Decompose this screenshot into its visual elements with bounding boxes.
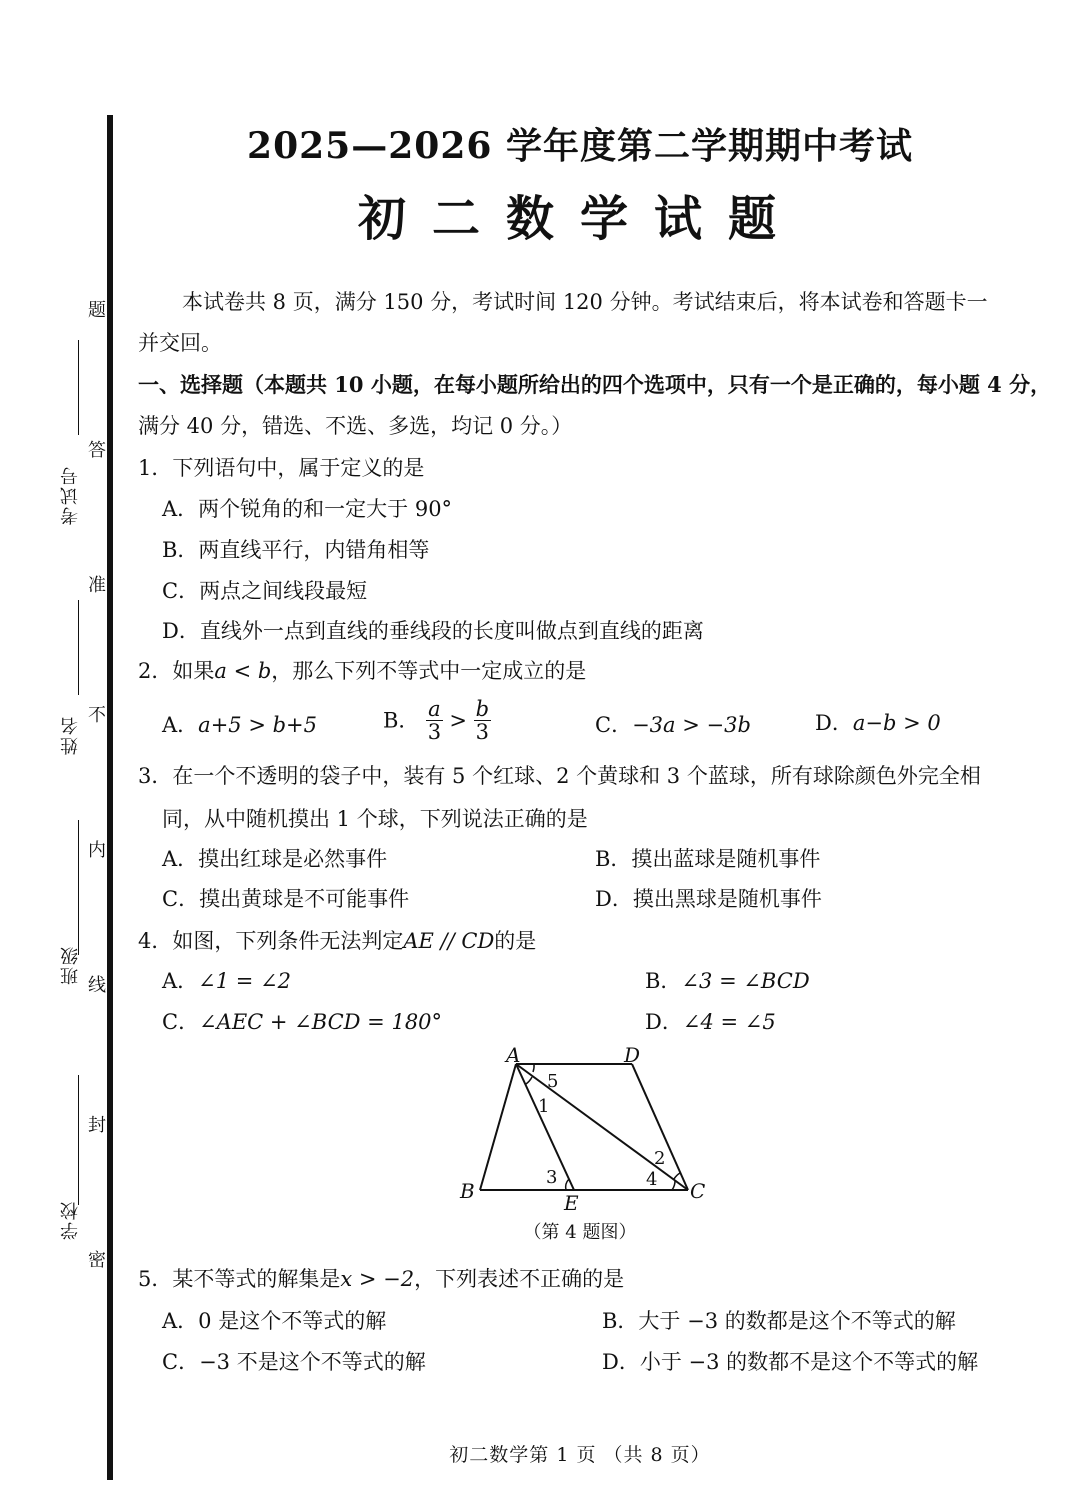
exam-title: 2025—2026 学年度第二学期期中考试 — [247, 125, 913, 167]
q5-stem — [138, 1264, 624, 1294]
q5-stem-math: x > −2 — [340, 1267, 415, 1291]
frac-numerator: a — [428, 697, 441, 721]
binding-char: 内 — [85, 840, 106, 860]
q2-b-label: B． — [383, 708, 420, 733]
q4-d-label: D． — [645, 1010, 683, 1034]
label-point-b: B — [460, 1179, 475, 1203]
q1-option-b: B．两直线平行，内错角相等 — [162, 538, 430, 562]
binding-char: 准 — [85, 575, 106, 595]
q1-option-d: D．直线外一点到直线的垂线段的长度叫做点到直线的距离 — [162, 619, 704, 643]
q2-option-b — [383, 698, 491, 743]
q2-b-frac-1 — [426, 698, 443, 743]
q4-figure-caption: （第 4 题图） — [523, 1222, 637, 1243]
angle-3-arc — [566, 1179, 569, 1190]
q4-option-c — [162, 1007, 442, 1037]
q5-stem-post: ，下列表述不正确的是 — [414, 1267, 625, 1291]
label-angle-3: 3 — [546, 1167, 558, 1188]
label-point-c: C — [690, 1179, 706, 1203]
q3-option-d: D．摸出黑球是随机事件 — [595, 887, 822, 911]
q4-b-label: B． — [645, 969, 682, 993]
q2-b-frac-2 — [474, 698, 491, 743]
q4-option-b — [645, 966, 810, 996]
q4-option-a — [162, 966, 291, 996]
field-name: 姓名 — [60, 715, 81, 755]
q1-option-a: A．两个锐角的和一定大于 90° — [162, 497, 453, 521]
angle-5-arc — [533, 1064, 534, 1072]
q2-a-label: A． — [162, 713, 199, 737]
section-heading-1: 一、选择题（本题共 10 小题，在每小题所给出的四个选项中，只有一个是正确的，每小题 4 分， — [138, 372, 1052, 397]
q2-stem-pre: 2．如果 — [138, 659, 215, 683]
q1-stem: 1．下列语句中，属于定义的是 — [138, 456, 425, 480]
q3-option-b: B．摸出蓝球是随机事件 — [595, 847, 821, 871]
segment-ae — [516, 1064, 574, 1190]
q2-stem — [138, 656, 586, 686]
q2-c-label: C． — [595, 713, 633, 737]
q4-d-expr: ∠4 = ∠5 — [682, 1010, 776, 1034]
q5-option-a: A．0 是这个不等式的解 — [162, 1309, 387, 1333]
q3-option-c: C．摸出黄球是不可能事件 — [162, 887, 410, 911]
binding-underline — [78, 600, 79, 695]
q2-stem-post: ，那么下列不等式中一定成立的是 — [271, 659, 587, 683]
binding-char: 答 — [85, 440, 106, 460]
field-exam-number: 考试号 — [60, 465, 81, 525]
binding-underline — [78, 820, 79, 955]
segment-dc — [632, 1064, 688, 1190]
q2-d-expr: a−b > 0 — [852, 711, 941, 735]
q2-d-label: D． — [815, 711, 853, 735]
q2-stem-math: a < b — [214, 659, 272, 683]
q1-option-c: C．两点之间线段最短 — [162, 579, 368, 603]
label-angle-1: 1 — [538, 1096, 550, 1117]
binding-char: 题 — [85, 300, 106, 320]
binding-char: 封 — [85, 1115, 106, 1135]
label-point-d: D — [624, 1043, 641, 1067]
q4-stem-pre: 4．如图，下列条件无法判定 — [138, 929, 404, 953]
segment-ac — [516, 1064, 688, 1190]
q2-option-a — [162, 710, 317, 740]
q4-a-label: A． — [162, 969, 199, 993]
binding-char: 不 — [85, 705, 106, 725]
binding-char: 密 — [85, 1250, 106, 1270]
q5-stem-pre: 5．某不等式的解集是 — [138, 1267, 341, 1291]
frac-denominator: 3 — [475, 720, 490, 744]
label-angle-4: 4 — [646, 1169, 658, 1190]
label-angle-5: 5 — [547, 1071, 559, 1092]
subject-title: 初二数学试题 — [357, 191, 802, 247]
q2-b-op: > — [449, 708, 467, 733]
angle-2-arc — [674, 1173, 680, 1179]
binding-underline — [78, 340, 79, 435]
intro-line-1: 本试卷共 8 页，满分 150 分，考试时间 120 分钟。考试结束后，将本试卷和答题卡一 — [182, 290, 988, 314]
q2-option-d — [815, 708, 941, 738]
frac-denominator: 3 — [427, 720, 442, 744]
q4-stem — [138, 926, 536, 956]
binding-char: 线 — [85, 975, 106, 995]
q4-stem-math: AE // CD — [403, 929, 495, 953]
q4-c-label: C． — [162, 1010, 200, 1034]
q5-option-b: B．大于 −3 的数都是这个不等式的解 — [602, 1309, 956, 1333]
q4-option-d — [645, 1007, 776, 1037]
q4-a-expr: ∠1 = ∠2 — [198, 969, 292, 993]
angle-4-arc — [672, 1180, 675, 1190]
section-heading-2: 满分 40 分，错选、不选、多选，均记 0 分。） — [138, 414, 573, 438]
q3-option-a: A．摸出红球是必然事件 — [162, 847, 388, 871]
label-point-e: E — [564, 1191, 579, 1212]
q4-c-expr: ∠AEC + ∠BCD = 180° — [199, 1010, 443, 1034]
q4-geometry-figure — [450, 1042, 730, 1212]
field-school: 学校 — [60, 1200, 81, 1240]
q5-option-c: C．−3 不是这个不等式的解 — [162, 1350, 426, 1374]
q2-option-c — [595, 710, 751, 740]
frac-numerator: b — [475, 697, 490, 721]
q4-b-expr: ∠3 = ∠BCD — [681, 969, 810, 993]
field-class: 班级 — [60, 945, 81, 985]
angle-1-arc — [526, 1077, 532, 1084]
q3-stem-line-2: 同，从中随机摸出 1 个球，下列说法正确的是 — [162, 807, 588, 831]
q3-stem-line-1: 3．在一个不透明的袋子中，装有 5 个红球、2 个黄球和 3 个蓝球，所有球除颜色外完全相 — [138, 764, 981, 788]
q2-c-expr: −3a > −3b — [632, 713, 751, 737]
q5-option-d: D．小于 −3 的数都不是这个不等式的解 — [602, 1350, 979, 1374]
q4-stem-post: 的是 — [494, 929, 537, 953]
label-angle-2: 2 — [654, 1148, 666, 1169]
q2-a-expr: a+5 > b+5 — [198, 713, 317, 737]
intro-line-2: 并交回。 — [138, 331, 222, 355]
label-point-a: A — [506, 1043, 521, 1067]
binding-underline — [78, 1075, 79, 1205]
page-footer: 初二数学第 1 页 （共 8 页） — [449, 1444, 711, 1466]
segment-ab — [480, 1064, 516, 1190]
